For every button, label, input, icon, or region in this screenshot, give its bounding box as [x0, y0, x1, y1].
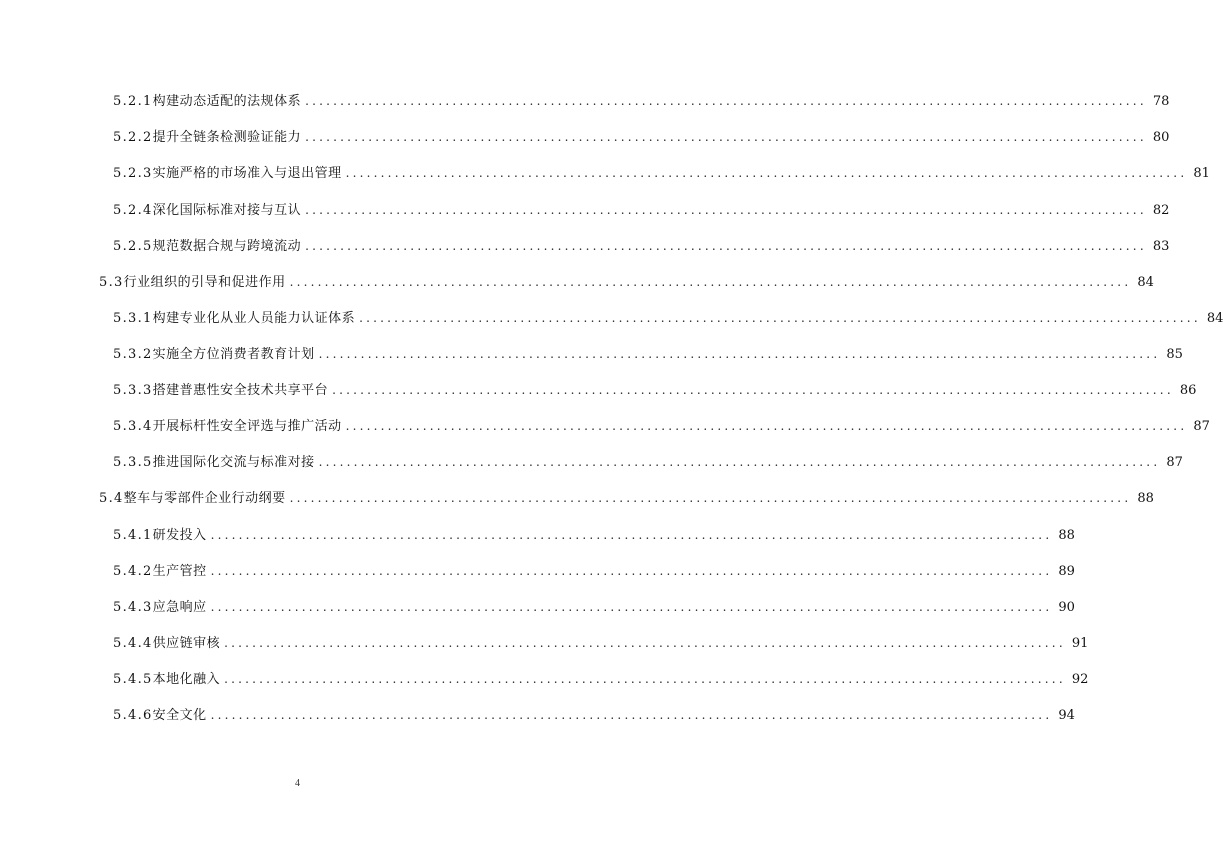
toc-leader-dots: ........................................................................................................................: [345, 166, 1188, 180]
toc-leader-dots: ........................................................................................................................: [305, 130, 1147, 144]
toc-entry-number: 5.3.5: [113, 455, 153, 470]
toc-entry-title: 生产管控: [152, 564, 207, 579]
toc-leader-dots: ........................................................................................................................: [289, 491, 1132, 505]
toc-entry[interactable]: [113, 308, 1223, 328]
toc-entry-title: 实施全方位消费者教育计划: [152, 347, 315, 362]
toc-entry-number: 5.2.3: [113, 166, 153, 181]
toc-entry-number: 5.3.2: [113, 347, 153, 362]
toc-entry-page: 82: [1152, 203, 1170, 218]
toc-entry-page: 83: [1152, 239, 1170, 254]
toc-entry-title: 推进国际化交流与标准对接: [152, 455, 315, 470]
toc-leader-dots: ........................................................................................................................: [224, 636, 1066, 650]
toc-leader-dots: ........................................................................................................................: [289, 275, 1132, 289]
toc-leader-dots: ........................................................................................................................: [345, 419, 1188, 433]
toc-leader-dots: ........................................................................................................................: [305, 94, 1147, 108]
toc-entry[interactable]: [113, 91, 1170, 111]
toc-entry-title: 规范数据合规与跨境流动: [152, 239, 302, 254]
toc-entry-number: 5.4.2: [113, 564, 153, 579]
toc-entry[interactable]: [113, 380, 1197, 400]
toc-entry-title: 应急响应: [152, 600, 207, 615]
toc-entry-number: 5.2.4: [113, 203, 153, 218]
toc-entry-title: 实施严格的市场准入与退出管理: [152, 166, 342, 181]
toc-entry-page: 81: [1193, 166, 1210, 181]
toc-entry-page: 88: [1058, 528, 1075, 543]
toc-entry-page: 90: [1058, 600, 1075, 615]
toc-entry[interactable]: [113, 525, 1075, 545]
toc-entry[interactable]: [113, 200, 1170, 220]
toc-leader-dots: ........................................................................................................................: [305, 239, 1147, 253]
toc-entry-page: 84: [1206, 311, 1223, 326]
toc-leader-dots: ........................................................................................................................: [332, 383, 1174, 397]
toc-leader-dots: ........................................................................................................................: [305, 203, 1147, 217]
toc-entry[interactable]: [113, 633, 1089, 653]
toc-entry[interactable]: [113, 561, 1075, 581]
toc-entry-number: 5.3: [99, 275, 124, 290]
toc-entry[interactable]: [99, 488, 1154, 508]
toc-entry-page: 85: [1166, 347, 1183, 362]
toc-entry-title: 构建专业化从业人员能力认证体系: [152, 311, 356, 326]
toc-entry-page: 86: [1179, 383, 1197, 398]
toc-entry-number: 5.3.4: [113, 419, 153, 434]
toc-entry-number: 5.4.5: [113, 672, 153, 687]
toc-entry-number: 5.3.1: [113, 311, 153, 326]
toc-entry-title: 整车与零部件企业行动纲要: [123, 491, 286, 506]
toc-entry-title: 本地化融入: [152, 672, 221, 687]
page-number: 4: [295, 778, 300, 789]
toc-entry-title: 深化国际标准对接与互认: [152, 203, 302, 218]
toc-entry[interactable]: [113, 452, 1183, 472]
toc-entry-title: 研发投入: [152, 528, 207, 543]
toc-entry-number: 5.2.2: [113, 130, 153, 145]
toc-entry-number: 5.4.4: [113, 636, 153, 651]
toc-entry-page: 94: [1058, 708, 1075, 723]
toc-entry[interactable]: [113, 236, 1170, 256]
toc-leader-dots: ........................................................................................................................: [210, 600, 1053, 614]
toc-entry-page: 87: [1166, 455, 1183, 470]
toc-entry-title: 开展标杆性安全评选与推广活动: [152, 419, 342, 434]
toc-entry[interactable]: [113, 163, 1210, 183]
toc-entry-page: 78: [1152, 94, 1170, 109]
toc-entry-page: 84: [1137, 275, 1154, 290]
toc-entry-title: 行业组织的引导和促进作用: [123, 275, 286, 290]
toc-leader-dots: ........................................................................................................................: [210, 564, 1053, 578]
toc-entry[interactable]: [113, 597, 1075, 617]
toc-entry-page: 80: [1152, 130, 1170, 145]
toc-entry[interactable]: [113, 344, 1183, 364]
toc-entry[interactable]: [113, 705, 1075, 725]
toc-entry-page: 88: [1137, 491, 1154, 506]
toc-entry-number: 5.4.1: [113, 528, 153, 543]
toc-entry-number: 5.2.5: [113, 239, 153, 254]
toc-leader-dots: ........................................................................................................................: [210, 708, 1053, 722]
toc-entry[interactable]: [113, 669, 1089, 689]
toc-entry-title: 搭建普惠性安全技术共享平台: [152, 383, 329, 398]
toc-entry-number: 5.4.6: [113, 708, 153, 723]
toc-entry[interactable]: [113, 416, 1210, 436]
toc-leader-dots: ........................................................................................................................: [318, 347, 1161, 361]
toc-leader-dots: ........................................................................................................................: [224, 672, 1066, 686]
toc-entry-number: 5.4.3: [113, 600, 153, 615]
toc-entry-page: 91: [1071, 636, 1089, 651]
toc-entry-title: 构建动态适配的法规体系: [152, 94, 302, 109]
toc-entry-number: 5.2.1: [113, 94, 153, 109]
toc-entry-title: 安全文化: [152, 708, 207, 723]
toc-entry-number: 5.3.3: [113, 383, 153, 398]
toc-leader-dots: ........................................................................................................................: [318, 455, 1161, 469]
toc-entry-title: 提升全链条检测验证能力: [152, 130, 302, 145]
toc-leader-dots: ........................................................................................................................: [359, 311, 1201, 325]
toc-entry-title: 供应链审核: [152, 636, 221, 651]
toc-entry[interactable]: [113, 127, 1170, 147]
toc-entry-number: 5.4: [99, 491, 124, 506]
toc-entry-page: 89: [1058, 564, 1075, 579]
toc-entry[interactable]: [99, 272, 1154, 292]
toc-entry-page: 92: [1071, 672, 1089, 687]
toc-entry-page: 87: [1193, 419, 1210, 434]
toc-leader-dots: ........................................................................................................................: [210, 528, 1053, 542]
